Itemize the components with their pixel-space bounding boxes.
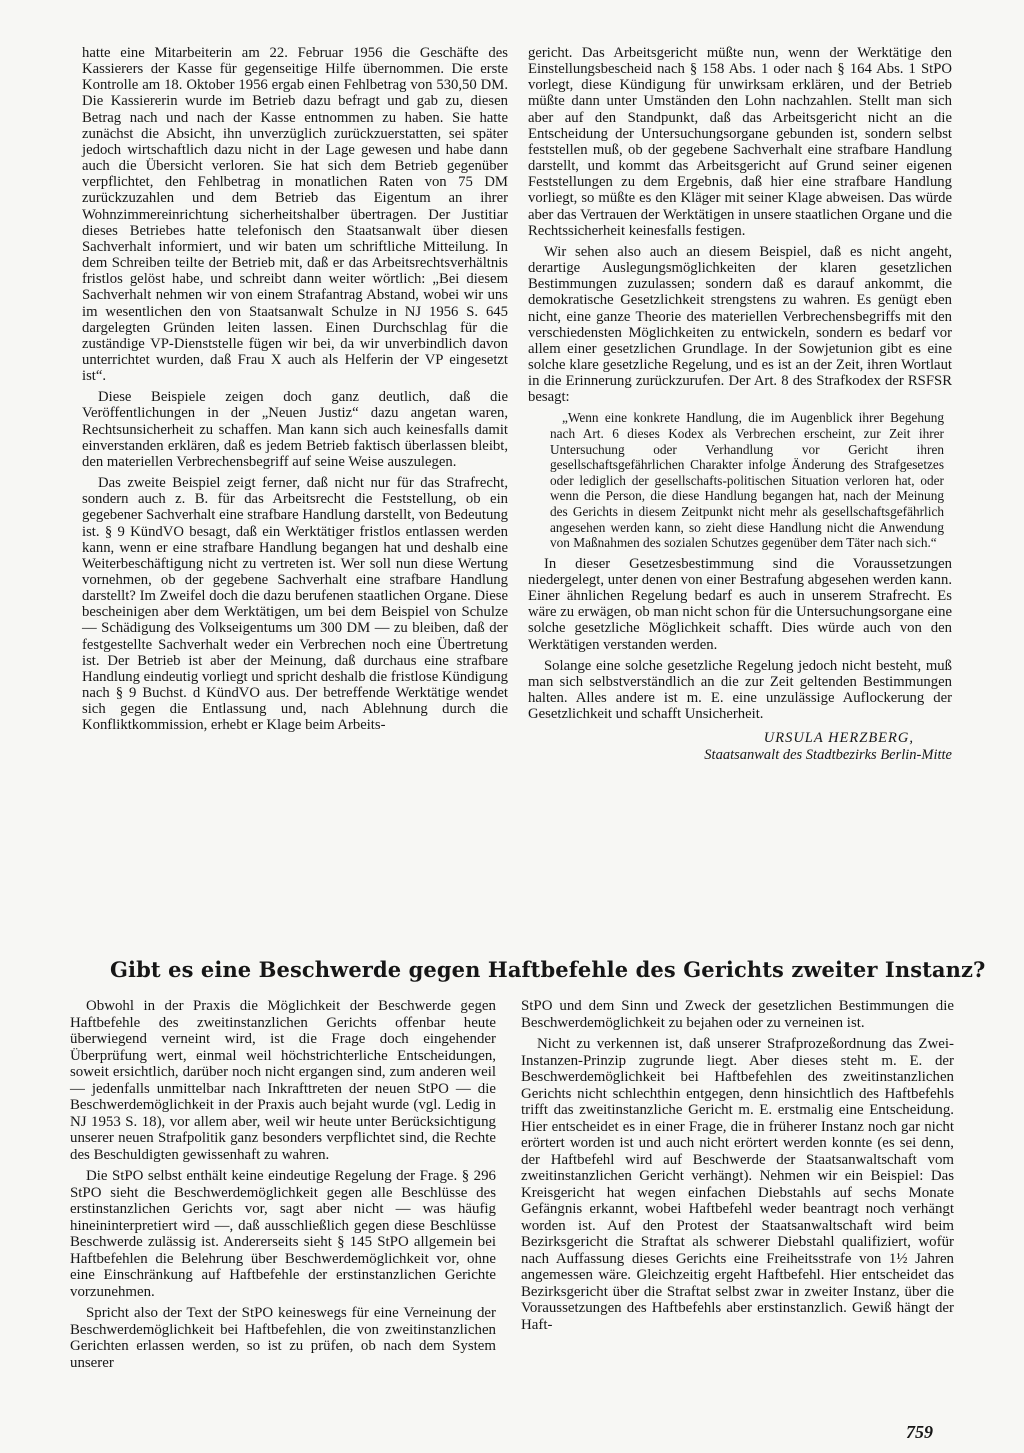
page-number: 759 <box>906 1422 933 1442</box>
body-paragraph: Nicht zu verkennen ist, daß unserer Strafprozeßordnung das Zwei-Instanzen-Prinzip zugrunde liegt. Aber dieses steht m. E. der Beschwerdemöglichkeit bei Haftbefehlen des zweitinstanzlichen Gerichts nicht schlechthin entgegen, denn hinsichtlich des Haftbefehls trifft das zweitinstanzliche Gericht m. E. erstmalig eine Entscheidung. Hier entscheidet es in einer Frage, die in früherer Instanz noch gar nicht erörtert worden ist und auch nicht erörtert werden konnte (es sei denn, der Haftbefehl wird auf Beschwerde der Staatsanwaltschaft vom zweitinstanzlichen Gericht verhängt). Nehmen wir ein Beispiel: Das Kreisgericht hat wegen einfachen Diebstahls auf sechs Monate Gefängnis erkannt, wobei Haftbefehl weder beantragt noch verhängt worden ist. Auf den Protest der Staatsanwaltschaft wird beim Bezirksgericht die Straftat als schwerer Diebstahl qualifiziert, wofür nach Auffassung dieses Gerichts eine Freiheitsstrafe von 1½ Jahren angemessen wäre. Gleichzeitig ergeht Haftbefehl. Hier entscheidet das Bezirksgericht über die Straftat selbst zwar in zweiter Instanz, über die Voraussetzungen des Haftbefehls aber erstinstanzlich. Gewiß hängt der Haft- <box>521 1036 954 1333</box>
block-quote: „Wenn eine konkrete Handlung, die im Augenblick ihrer Begehung nach Art. 6 dieses Kodex als Verbrechen erscheint, zur Zeit ihrer Untersuchung oder Verhandlung vor Gericht ihren gesellschaftsgefährlichen Charakter infolge Änderung des Strafgesetzes oder lediglich der gesellschafts-politischen Situation verloren hat, oder wenn die Person, die diese Handlung begangen hat, nach der Meinung des Gerichts in diesem Zeitpunkt nicht mehr als gesellschaftsgefährlich angesehen werden kann, so zieht diese Handlung nicht die Anwendung von Maßnahmen des sozialen Schutzes gegenüber dem Täter nach sich.“ <box>550 410 944 551</box>
body-paragraph: Diese Beispiele zeigen doch ganz deutlich, daß die Veröffentlichungen in der „Neuen Justiz“ dazu angetan waren, Rechtsunsicherheit zu schaffen. Man kann sich auch keinesfalls damit einverstanden erklären, daß es jedem Betrieb faktisch überlassen bleibt, den materiellen Verbrechensbegriff auf seine Weise auszulegen. <box>82 389 508 470</box>
body-paragraph: Wir sehen also auch an diesem Beispiel, daß es nicht angeht, derartige Auslegungsmöglichkeiten der klaren gesetzlichen Bestimmungen zuzulassen; sondern daß es darauf ankommt, die demokratische Gesetzlichkeit strengstens zu wahren. Es genügt eben nicht, eine ganze Theorie des materiellen Verbrechensbegriffs mit den verschiedensten Möglichkeiten zu entwickeln, sondern es bedarf vor allem einer gesetzlichen Grundlage. In der Sowjetunion gibt es eine solche klare gesetzliche Regelung, und es ist an der Zeit, ihren Wortlaut in die Erinnerung zurückzurufen. Der Art. 8 des Strafkodex der RSFSR besagt: <box>528 243 952 406</box>
author-name: URSULA HERZBERG, <box>763 730 914 747</box>
article1-column-right <box>528 45 952 764</box>
article2-column-left <box>70 998 496 1371</box>
body-paragraph: StPO und dem Sinn und Zweck der gesetzlichen Bestimmungen die Beschwerdemöglichkeit zu bejahen oder zu verneinen ist. <box>521 998 954 1031</box>
author-title: Staatsanwalt des Stadtbezirks Berlin-Mitte <box>704 747 952 764</box>
body-paragraph: Obwohl in der Praxis die Möglichkeit der Beschwerde gegen Haftbefehle des zweitinstanzlichen Gerichts offenbar heute überwiegend verneint wird, ist die Frage doch eingehender Überprüfung wert, einmal weil höchstrichterliche Entscheidungen, soweit ersichtlich, darüber noch nicht ergangen sind, zum anderen weil — jedenfalls unmittelbar nach Inkrafttreten der neuen StPO — die Beschwerdemöglichkeit in der Praxis auch bejaht wurde (vgl. Ledig in NJ 1953 S. 18), vor allem aber, weil wir heute unter Berücksichtigung unserer neuen Strafpolitik ganz besonders verpflichtet sind, die Rechte des Beschuldigten gewissenhaft zu wahren. <box>70 998 496 1163</box>
author-signature <box>528 730 952 764</box>
article1-column-left <box>82 45 508 734</box>
body-paragraph: In dieser Gesetzesbestimmung sind die Voraussetzungen niedergelegt, unter denen von einer Bestrafung abgesehen werden kann. Einer ähnlichen Regelung bedarf es auch in unserem Strafrecht. Es wäre zu erwägen, ob man nicht schon für die Untersuchungsorgane eine solche gesetzliche Möglichkeit schafft. Dies würde auch von den Werktätigen verstanden werden. <box>528 555 952 653</box>
article2-column-right <box>521 998 954 1333</box>
body-paragraph: hatte eine Mitarbeiterin am 22. Februar 1956 die Geschäfte des Kassierers der Kasse für gegenseitige Hilfe übernommen. Die erste Kontrolle am 18. Oktober 1956 ergab einen Fehlbetrag von 530,50 DM. Die Kassiererin wurde im Betrieb dazu befragt und gab zu, diesen Betrag nach und nach der Kasse entnommen zu haben. Sie hatte zunächst die Absicht, ihn unverzüglich zurückzuerstatten, sei später jedoch wirtschaftlich dazu nicht in der Lage gewesen und habe dann auch die Übersicht verloren. Sie hat sich dem Betrieb gegenüber verpflichtet, den Fehlbetrag in monatlichen Raten von 75 DM zurückzuzahlen und dem Betrieb das Eigentum an ihrer Wohnzimmereinrichtung sicherheitshalber übertragen. Der Justitiar dieses Betriebes hatte telefonisch den Staatsanwalt über diesen Sachverhalt informiert, und wir baten um schriftliche Mitteilung. In dem Schreiben teilte der Betrieb mit, daß er das Arbeitsrechtsverhältnis fristlos gelöst habe, und schreibt dann weiter wörtlich: „Bei diesem Sachverhalt nehmen wir von einem Strafantrag Abstand, wobei wir uns im wesentlichen den von Staatsanwalt Schulze in NJ 1956 S. 645 dargelegten Gründen leiten lassen. Einen Durchschlag für die zuständige VP-Dienststelle fügen wir bei, da wir unverbindlich davon unterrichtet wurden, daß Frau X auch als Helferin der VP eingesetzt ist“. <box>82 45 508 385</box>
body-paragraph: Solange eine solche gesetzliche Regelung jedoch nicht besteht, muß man sich selbstverständlich an die zur Zeit geltenden Bestimmungen halten. Alles andere ist m. E. eine unzulässige Auflockerung der Gesetzlichkeit und schafft Unsicherheit. <box>528 657 952 723</box>
article-headline: Gibt es eine Beschwerde gegen Haftbefehle des Gerichts zweiter Instanz? <box>110 957 986 982</box>
body-paragraph: Spricht also der Text der StPO keineswegs für eine Verneinung der Beschwerdemöglichkeit bei Haftbefehlen, die von zweitinstanzlichen Gerichten erlassen werden, so ist zu prüfen, ob nach dem System unserer <box>70 1305 496 1371</box>
body-paragraph: Das zweite Beispiel zeigt ferner, daß nicht nur für das Strafrecht, sondern auch z. B. für das Arbeitsrecht die Feststellung, ob ein gegebener Sachverhalt eine strafbare Handlung darstellt, von Bedeutung ist. § 9 KündVO besagt, daß ein Werktätiger fristlos entlassen werden kann, wenn er eine strafbare Handlung begangen hat und deshalb eine Weiterbeschäftigung nicht zu vertreten ist. Wer soll nun diese Wertung vornehmen, ob der gegebene Sachverhalt eine strafbare Handlung darstellt? Im Zweifel doch die dazu berufenen staatlichen Organe. Diese bescheinigen aber dem Werktätigen, um bei dem Beispiel von Schulze — Schädigung des Volkseigentums um 300 DM — zu bleiben, daß der festgestellte Sachverhalt weder ein Verbrechen noch eine Übertretung ist. Der Betrieb ist aber der Meinung, daß durchaus eine strafbare Handlung eindeutig vorliegt und spricht deshalb die fristlose Kündigung nach § 9 Buchst. d KündVO aus. Der betreffende Werktätige wendet sich gegen die Entlassung und, nach Ablehnung durch die Konfliktkommission, erhebt er Klage beim Arbeits- <box>82 475 508 734</box>
body-paragraph: Die StPO selbst enthält keine eindeutige Regelung der Frage. § 296 StPO sieht die Beschwerdemöglichkeit gegen alle Beschlüsse des erstinstanzlichen Gerichts vor, sagt aber nicht — was häufig hineininterpretiert wird —, daß ausschließlich gegen diese Beschlüsse Beschwerde zulässig ist. Andererseits sieht § 145 StPO allgemein bei Haftbefehlen die Belehrung über Beschwerdemöglichkeit vor, ohne eine Einschränkung auf Haftbefehle der erstinstanzlichen Gerichte vorzunehmen. <box>70 1168 496 1300</box>
body-paragraph: gericht. Das Arbeitsgericht müßte nun, wenn der Werktätige den Einstellungsbescheid nach § 158 Abs. 1 oder nach § 164 Abs. 1 StPO vorlegt, diese Kündigung für unwirksam erklären, und der Betrieb müßte dann unter Umständen den Lohn nachzahlen. Stellt man sich aber auf den Standpunkt, daß das Arbeitsgericht nicht an die Entscheidung der Untersuchungsorgane gebunden ist, sondern selbst feststellen muß, ob der gegebene Sachverhalt eine strafbare Handlung darstellt, und kommt das Arbeitsgericht auf Grund seiner eigenen Feststellungen zu dem Ergebnis, daß hier eine strafbare Handlung vorliegt, so müßte es den Kläger mit seiner Klage abweisen. Das würde aber das Vertrauen der Werktätigen in unsere staatlichen Organe und die Rechtssicherheit keinesfalls festigen. <box>528 45 952 239</box>
